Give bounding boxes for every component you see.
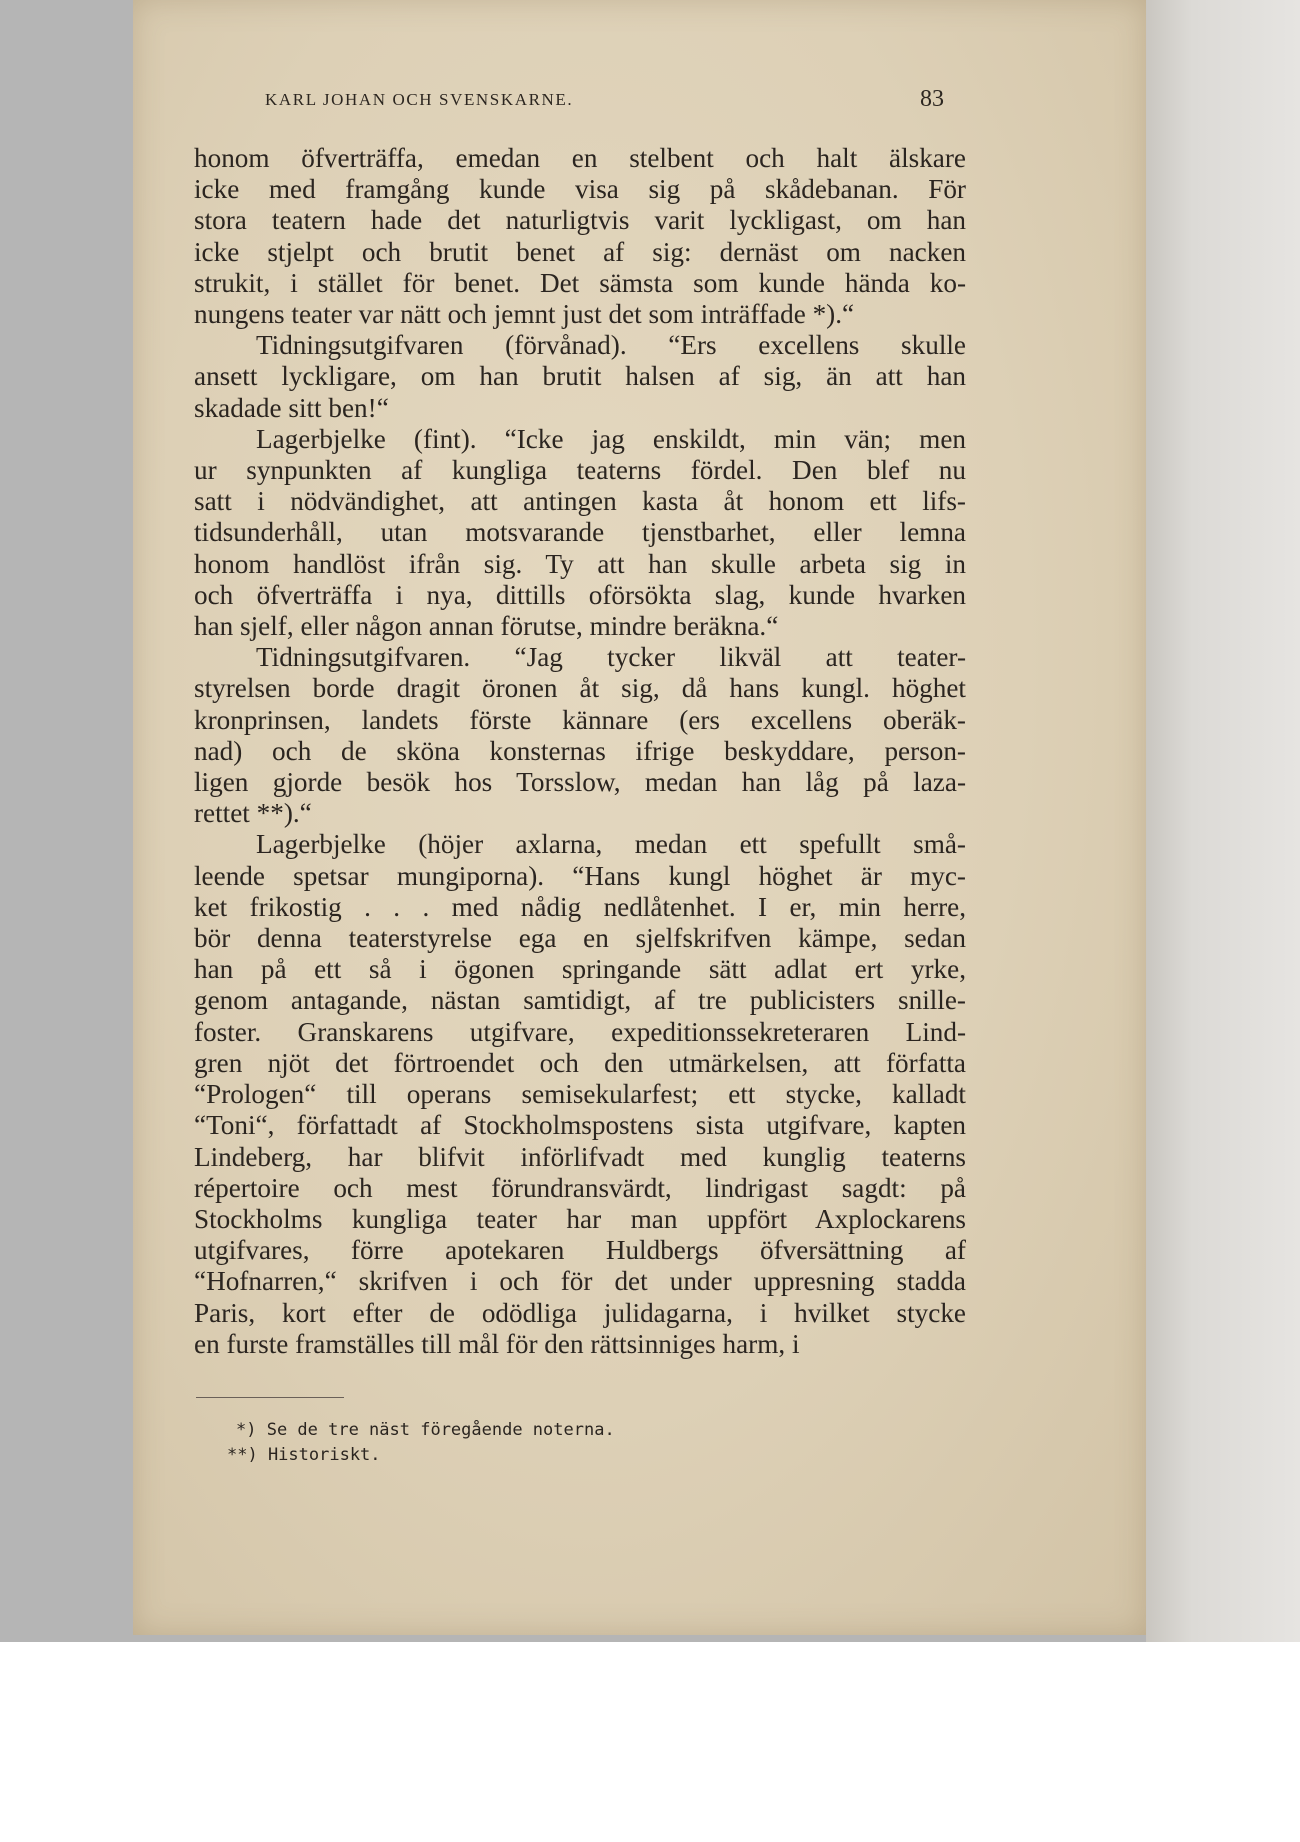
text-line: styrelsen borde dragit öronen åt sig, då hans kungl. höghet [194,673,966,704]
text-line: ansett lyckligare, om han brutit halsen af sig, än att han [194,361,966,392]
text-line: kronprinsen, landets förste kännare (ers excellens oberäk- [194,704,966,735]
text-line: “Prologen“ till operans semisekularfest; ett stycke, kalladt [194,1079,966,1110]
text-line: “Hofnarren,“ skrifven i och för det under uppresning stadda [194,1266,966,1297]
text-line: honom handlöst ifrån sig. Ty att han skulle arbeta sig in [194,548,966,579]
text-line: Lagerbjelke (höjer axlarna, medan ett spefullt små- [256,829,966,860]
text-line: rettet **).“ [194,798,312,829]
text-line: han på ett så i ögonen springande sätt adlat ert yrke, [194,954,966,985]
text-line: icke med framgång kunde visa sig på skådebanan. För [194,174,966,205]
text-line: och öfverträffa i nya, dittills oförsökta slag, kunde hvarken [194,579,966,610]
text-line: Lagerbjelke (fint). “Icke jag enskildt, min vän; men [256,423,966,454]
running-head: KARL JOHAN OCH SVENSKARNE. [265,90,574,109]
text-line: Tidningsutgifvaren. “Jag tycker likväl att teater- [256,642,966,673]
text-line: bör denna teaterstyrelse ega en sjelfskrifven kämpe, sedan [194,923,966,954]
text-line: strukit, i stället för benet. Det sämsta som kunde hända ko- [194,267,966,298]
scan-bottom-margin [0,1642,1300,1842]
text-line: stora teatern hade det naturligtvis varit lyckligast, om han [194,205,966,236]
text-line: ur synpunkten af kungliga teaterns fördel. Den blef nu [194,455,966,486]
text-line: Stockholms kungliga teater har man uppfört Axplockarens [194,1203,966,1234]
page-header [265,86,965,120]
footnote: *) Se de tre näst föregående noterna. [236,1420,615,1440]
footnote-rule [196,1397,344,1398]
text-line: honom öfverträffa, emedan en stelbent och halt älskare [194,143,966,173]
text-line: leende spetsar mungiporna). “Hans kungl höghet är myc- [194,860,966,891]
text-line: satt i nödvändighet, att antingen kasta åt honom ett lifs- [194,486,966,517]
body-text [194,143,966,1360]
scan-background-strip [1146,0,1300,1642]
text-line: skadade sitt ben!“ [194,392,389,423]
text-line: han sjelf, eller någon annan förutse, mindre beräkna.“ [194,611,779,642]
text-line: Lindeberg, har blifvit införlifvadt med kunglig teaterns [194,1141,966,1172]
text-line: gren njöt det förtroendet och den utmärkelsen, att författa [194,1047,966,1078]
page-number: 83 [920,86,944,112]
footnotes [227,1418,615,1468]
text-line: foster. Granskarens utgifvare, expeditionssekreteraren Lind- [194,1016,966,1047]
text-line: répertoire och mest förundransvärdt, lindrigast sagdt: på [194,1172,966,1203]
text-line: en furste framställes till mål för den rättsinniges harm, i [194,1328,800,1359]
text-line: Tidningsutgifvaren (förvånad). “Ers excellens skulle [256,330,966,361]
text-line: utgifvares, förre apotekaren Huldbergs öfversättning af [194,1235,966,1266]
text-line: nad) och de sköna konsternas ifrige beskyddare, person- [194,735,966,766]
text-line: tidsunderhåll, utan motsvarande tjenstbarhet, eller lemna [194,517,966,548]
footnote: **) Historiskt. [227,1445,381,1465]
text-line: nungens teater var nätt och jemnt just det som inträffade *).“ [194,299,855,330]
text-line: Paris, kort efter de odödliga julidagarna, i hvilket stycke [194,1297,966,1328]
text-line: ket frikostig . . . med nådig nedlåtenhet. I er, min herre, [194,891,966,922]
text-line: icke stjelpt och brutit benet af sig: dernäst om nacken [194,236,966,267]
text-line: ligen gjorde besök hos Torsslow, medan han låg på laza- [194,767,966,798]
text-line: genom antagande, nästan samtidigt, af tre publicisters snille- [194,985,966,1016]
text-line: “Toni“, författadt af Stockholmspostens sista utgifvare, kapten [194,1110,966,1141]
